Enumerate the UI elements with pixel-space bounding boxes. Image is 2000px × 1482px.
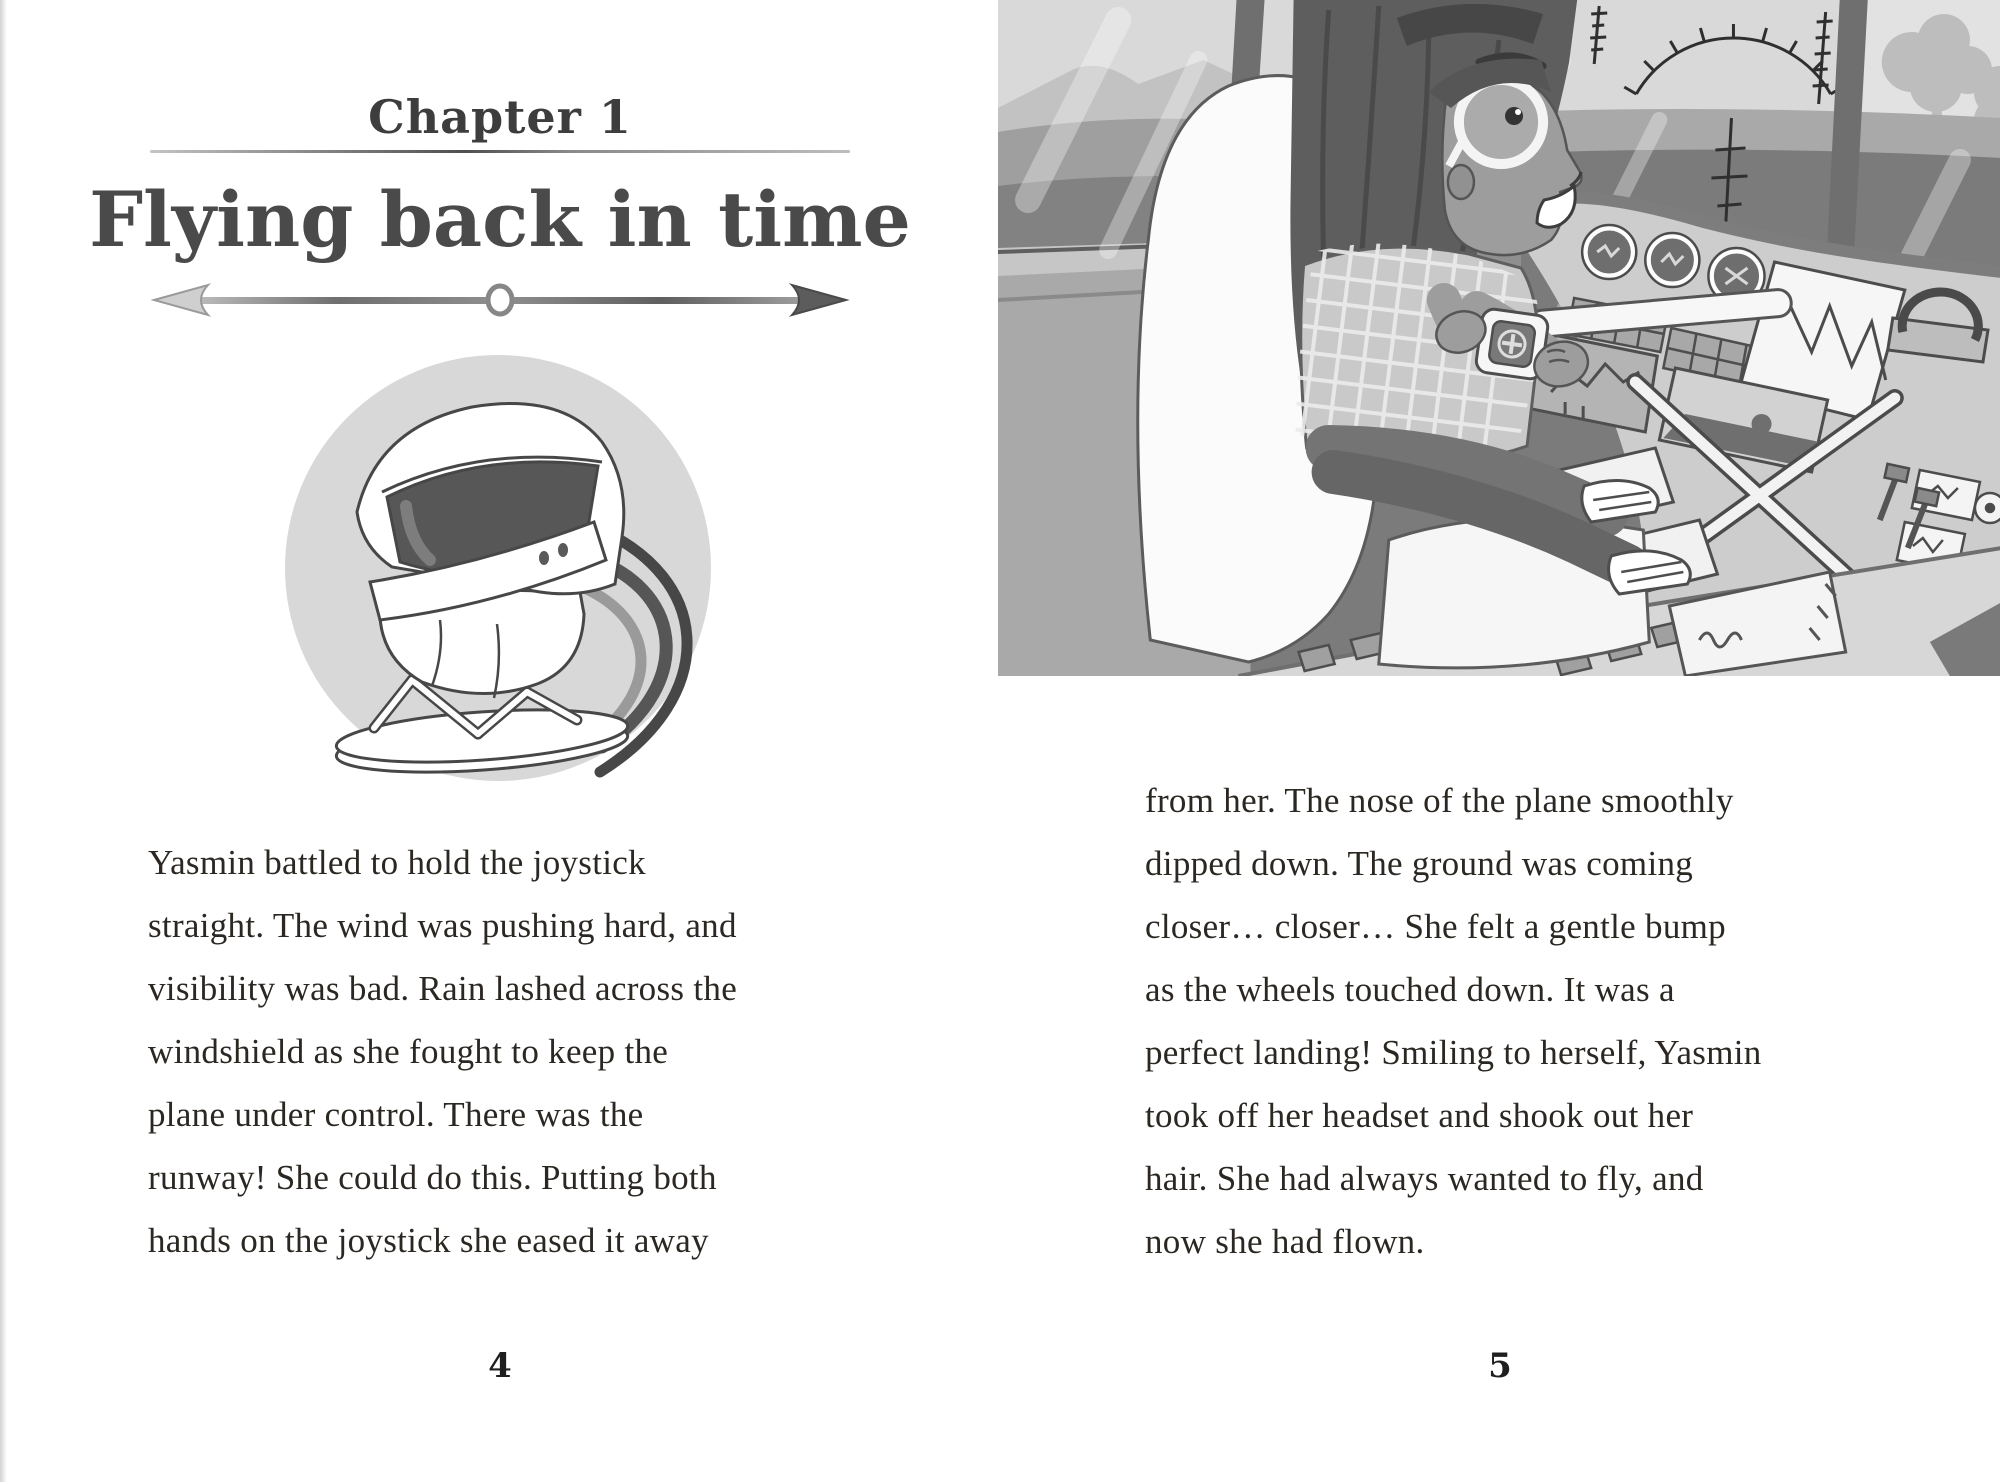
chapter-rule xyxy=(150,150,850,153)
text-line: from her. The nose of the plane smoothly xyxy=(1145,781,1734,820)
left-leaf-arrow-icon xyxy=(154,285,208,315)
right-book-page xyxy=(1000,0,2000,1482)
text-line: hair. She had always wanted to fly, and xyxy=(1145,1159,1704,1198)
ear xyxy=(1448,165,1474,199)
text-line: Yasmin battled to hold the joystick xyxy=(148,843,646,882)
chapter-title: Flying back in time xyxy=(89,175,911,264)
text-line: straight. The wind was pushing hard, and xyxy=(148,906,737,945)
center-ring-icon xyxy=(488,286,512,314)
right-page-paragraph xyxy=(1145,769,1869,1273)
cockpit-illustration xyxy=(998,0,2000,676)
right-leaf-arrow-icon xyxy=(792,285,846,315)
simulator-pod-illustration xyxy=(282,352,714,784)
text-line: perfect landing! Smiling to herself, Yasmin xyxy=(1145,1033,1762,1072)
text-line: took off her headset and shook out her xyxy=(1145,1096,1694,1135)
text-line: windshield as she fought to keep the xyxy=(148,1032,669,1071)
text-line: now she had flown. xyxy=(1145,1222,1425,1261)
text-line: as the wheels touched down. It was a xyxy=(1145,970,1675,1009)
text-line: visibility was bad. Rain lashed across the xyxy=(148,969,738,1008)
text-line: hands on the joystick she eased it away xyxy=(148,1221,709,1260)
text-line: plane under control. There was the xyxy=(148,1095,644,1134)
text-line: dipped down. The ground was coming xyxy=(1145,844,1694,883)
left-page-number: 4 xyxy=(488,1346,512,1386)
chapter-label: Chapter 1 xyxy=(368,90,632,144)
text-line: closer… closer… She felt a gentle bump xyxy=(1145,907,1726,946)
text-line: runway! She could do this. Putting both xyxy=(148,1158,717,1197)
right-page-number: 5 xyxy=(1488,1346,1512,1386)
left-page-paragraph xyxy=(148,831,872,1272)
ornament-divider xyxy=(150,282,850,318)
